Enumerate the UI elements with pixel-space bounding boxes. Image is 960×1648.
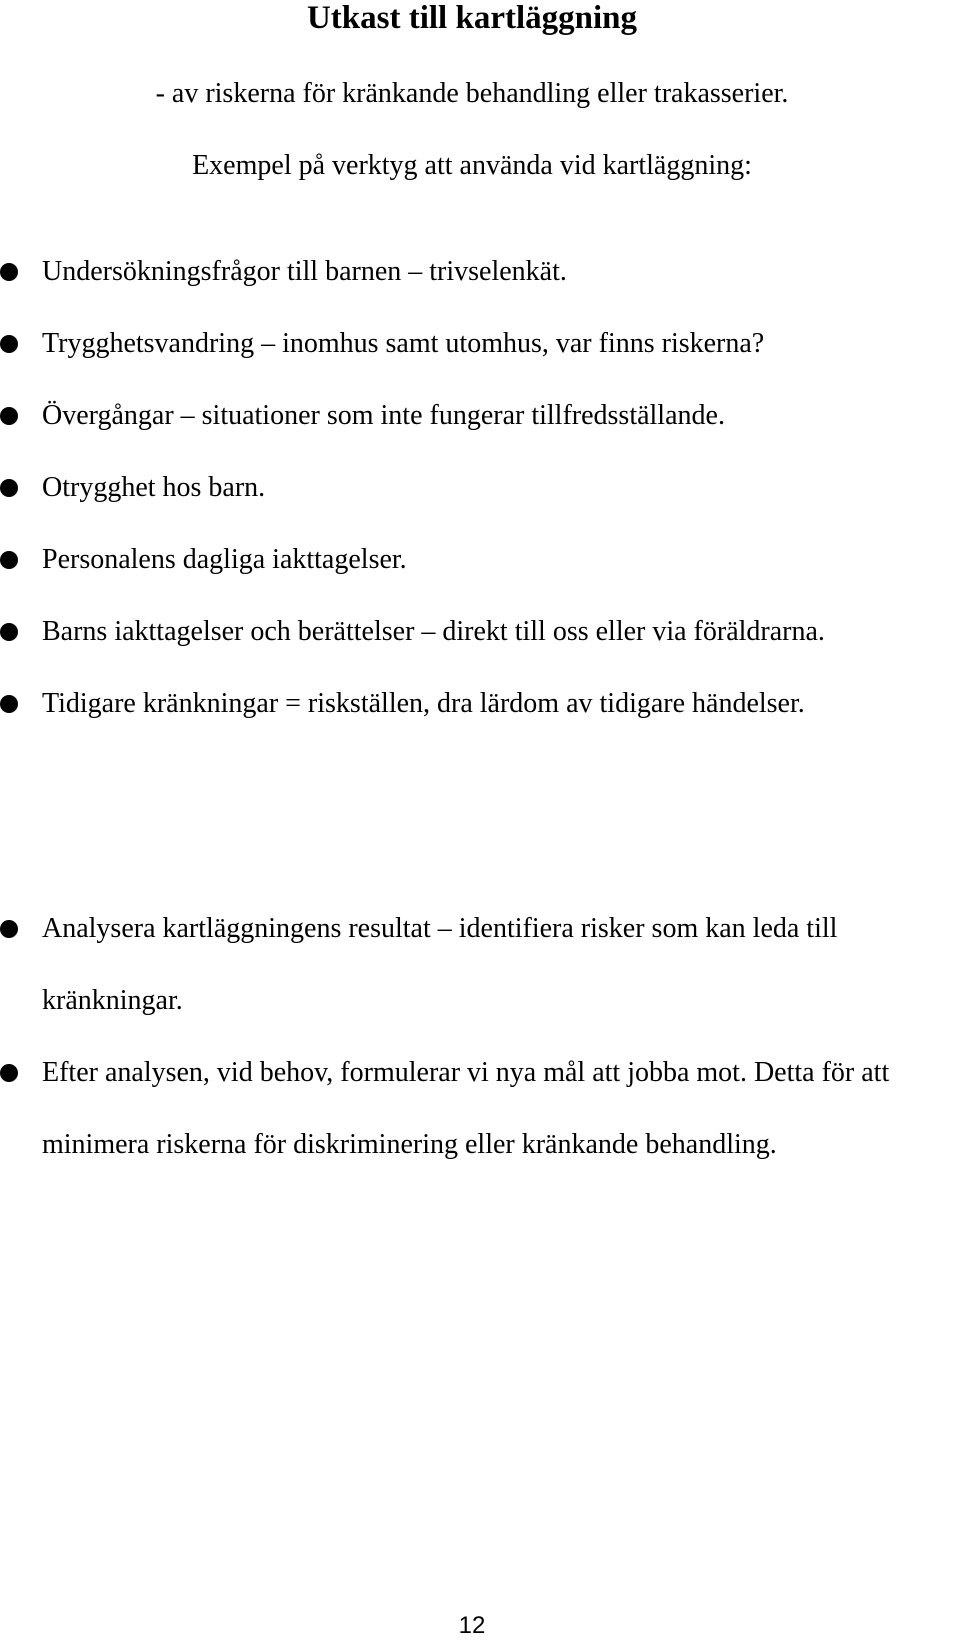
list-item-text: Tidigare kränkningar = riskställen, dra lärdom av tidigare händelser. — [42, 688, 805, 719]
bullet-dot-icon — [0, 335, 18, 353]
bullet-dot-icon — [0, 623, 18, 641]
list-item — [0, 596, 940, 668]
page-number: 12 — [458, 1612, 486, 1639]
tools-intro: Exempel på verktyg att använda vid kartläggning: — [192, 150, 752, 181]
bullet-dot-icon — [0, 407, 18, 425]
list-item-text: Barns iakttagelser och berättelser – direkt till oss eller via föräldrarna. — [42, 616, 825, 647]
list-item — [0, 236, 940, 308]
list-item-text: Övergångar – situationer som inte fungerar tillfredsställande. — [42, 400, 725, 431]
list-item-text: Analysera kartläggningens resultat – identifiera risker som kan leda till kränkningar. — [42, 913, 838, 1016]
list-item — [0, 308, 940, 380]
bullet-dot-icon — [0, 479, 18, 497]
list-item — [0, 668, 940, 740]
document-subtitle: - av riskerna för kränkande behandling eller trakasserier. — [155, 78, 789, 109]
bullet-dot-icon — [0, 1064, 18, 1082]
bullet-dot-icon — [0, 263, 18, 281]
list-item — [0, 893, 940, 1037]
list-item — [0, 380, 940, 452]
bullet-dot-icon — [0, 695, 18, 713]
list-item — [0, 524, 940, 596]
list-item-text: Undersökningsfrågor till barnen – trivselenkät. — [42, 256, 567, 287]
list-item-text: Efter analysen, vid behov, formulerar vi nya mål att jobba mot. Detta för att minimera riskerna för diskriminering eller kränkande behandling. — [42, 1057, 890, 1160]
list-item-text: Trygghetsvandring – inomhus samt utomhus, var finns riskerna? — [42, 328, 765, 359]
list-item-text: Otrygghet hos barn. — [42, 472, 266, 503]
list-item — [0, 1037, 940, 1181]
document-title: Utkast till kartläggning — [306, 0, 638, 36]
bullet-dot-icon — [0, 920, 18, 938]
bullet-dot-icon — [0, 551, 18, 569]
list-item — [0, 452, 940, 524]
list-item-text: Personalens dagliga iakttagelser. — [42, 544, 407, 575]
